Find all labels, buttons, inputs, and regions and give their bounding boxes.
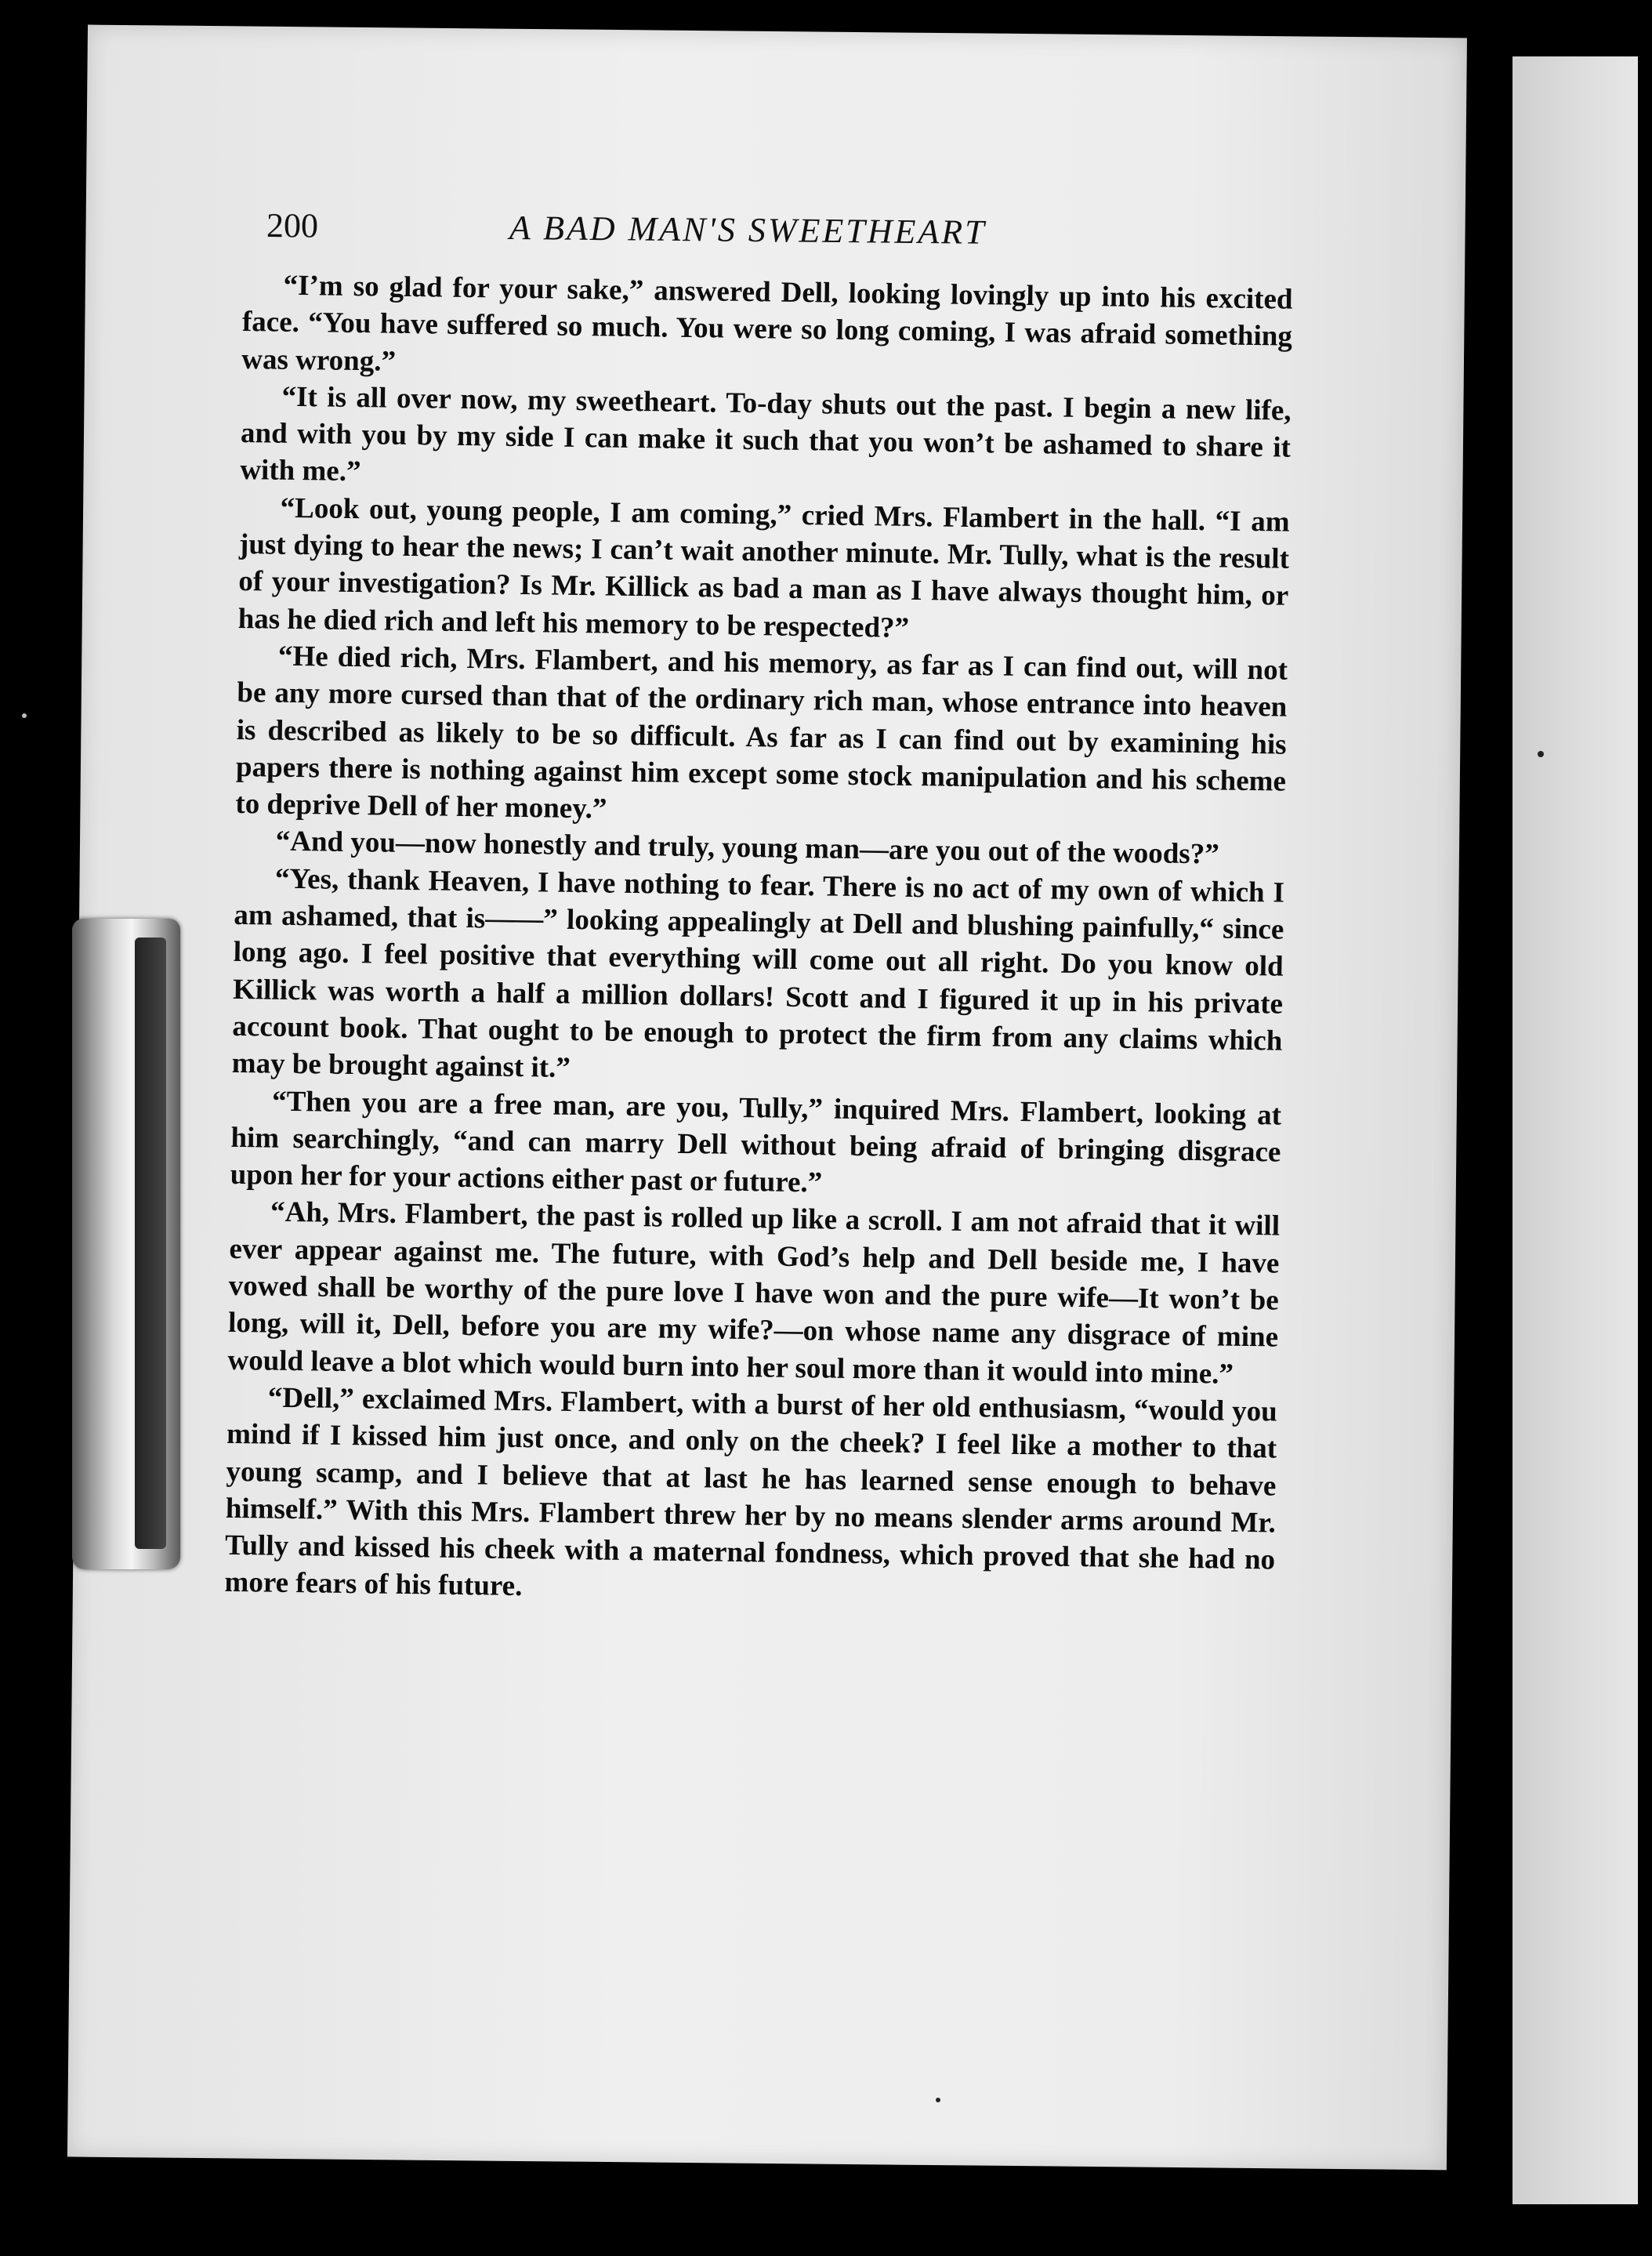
paragraph: “He died rich, Mrs. Flambert, and his memory, as far as I can find out, will not be any more cursed than that of the ordinary rich man, whose entrance into heaven is described as likely to be so difficult. As far as I can find out by examining his papers there is nothing against him except some stock manipulation and his scheme to deprive Dell of her money.” xyxy=(235,640,1288,825)
paragraph: “Yes, thank Heaven, I have nothing to fear. There is no act of my own of which I am ashamed, that is——” looking appealingly at Dell and blushing painfully,“ since long ago. I feel positive that everything will come out all right. Do you know old Killick was worth a half a million dollars! Scott and I figured it up in his private account book. That ought to be enough to protect the firm from any claims which may be brought against it.” xyxy=(231,862,1285,1085)
page-body xyxy=(224,267,1293,1616)
paragraph: “Look out, young people, I am coming,” cried Mrs. Flambert in the hall. “I am just dying to hear the news; I can’t wait another minute. Mr. Tully, what is the result of your investigation? Is Mr. Killick as bad a man as I have always thought him, or has he died rich and left his memory to be respected?” xyxy=(237,491,1290,644)
page-number: 200 xyxy=(266,206,319,245)
scan-speck xyxy=(1538,751,1544,757)
scan-speck xyxy=(936,2098,940,2102)
book-gutter xyxy=(1467,39,1513,2203)
scan-speck xyxy=(22,713,27,718)
running-title: A BAD MAN'S SWEETHEART xyxy=(509,208,987,252)
paragraph: “Dell,” exclaimed Mrs. Flambert, with a burst of her old enthusiasm, “would you mind if I kissed him just once, and only on the cheek? I feel like a mother to that young scamp, and I believe that at last he has learned sense enough to behave himself.” With this Mrs. Flambert threw her by no means slender arms around Mr. Tully and kissed his cheek with a maternal fondness, which proved that she had no more fears of his future. xyxy=(224,1381,1278,1603)
paragraph: “Ah, Mrs. Flambert, the past is rolled up like a scroll. I am not afraid that it will ever appear against me. The future, with God’s help and Dell beside me, I have vowed shall be worthy of the pure love I have won and the pure wife—It won’t be long, will it, Dell, before you are my wife?—on whose name any disgrace of mine would leave a blot which would burn into her soul more than it would into mine.” xyxy=(227,1196,1281,1391)
page-header xyxy=(266,205,1310,263)
paragraph: “It is all over now, my sweetheart. To-day shuts out the past. I begin a new life, and with you by my side I can make it such that you won’t be ashamed to share it with me.” xyxy=(240,380,1292,488)
paragraph: “And you—now honestly and truly, young man—are you out of the woods?” xyxy=(275,825,1220,871)
paragraph: “I’m so glad for your sake,” answered Dell, looking lovingly up into his excited face. “You have suffered so much. You were so long coming, I was afraid something was wrong.” xyxy=(241,269,1293,378)
facing-page-edge xyxy=(1513,56,1638,2204)
page-clip xyxy=(72,919,180,1569)
page-clip-shadow xyxy=(135,938,166,1549)
paragraph: “Then you are a free man, are you, Tully,” inquired Mrs. Flambert, looking at him searchingly, “and can marry Dell without being afraid of bringing disgrace upon her for your actions either past or future.” xyxy=(230,1085,1282,1199)
